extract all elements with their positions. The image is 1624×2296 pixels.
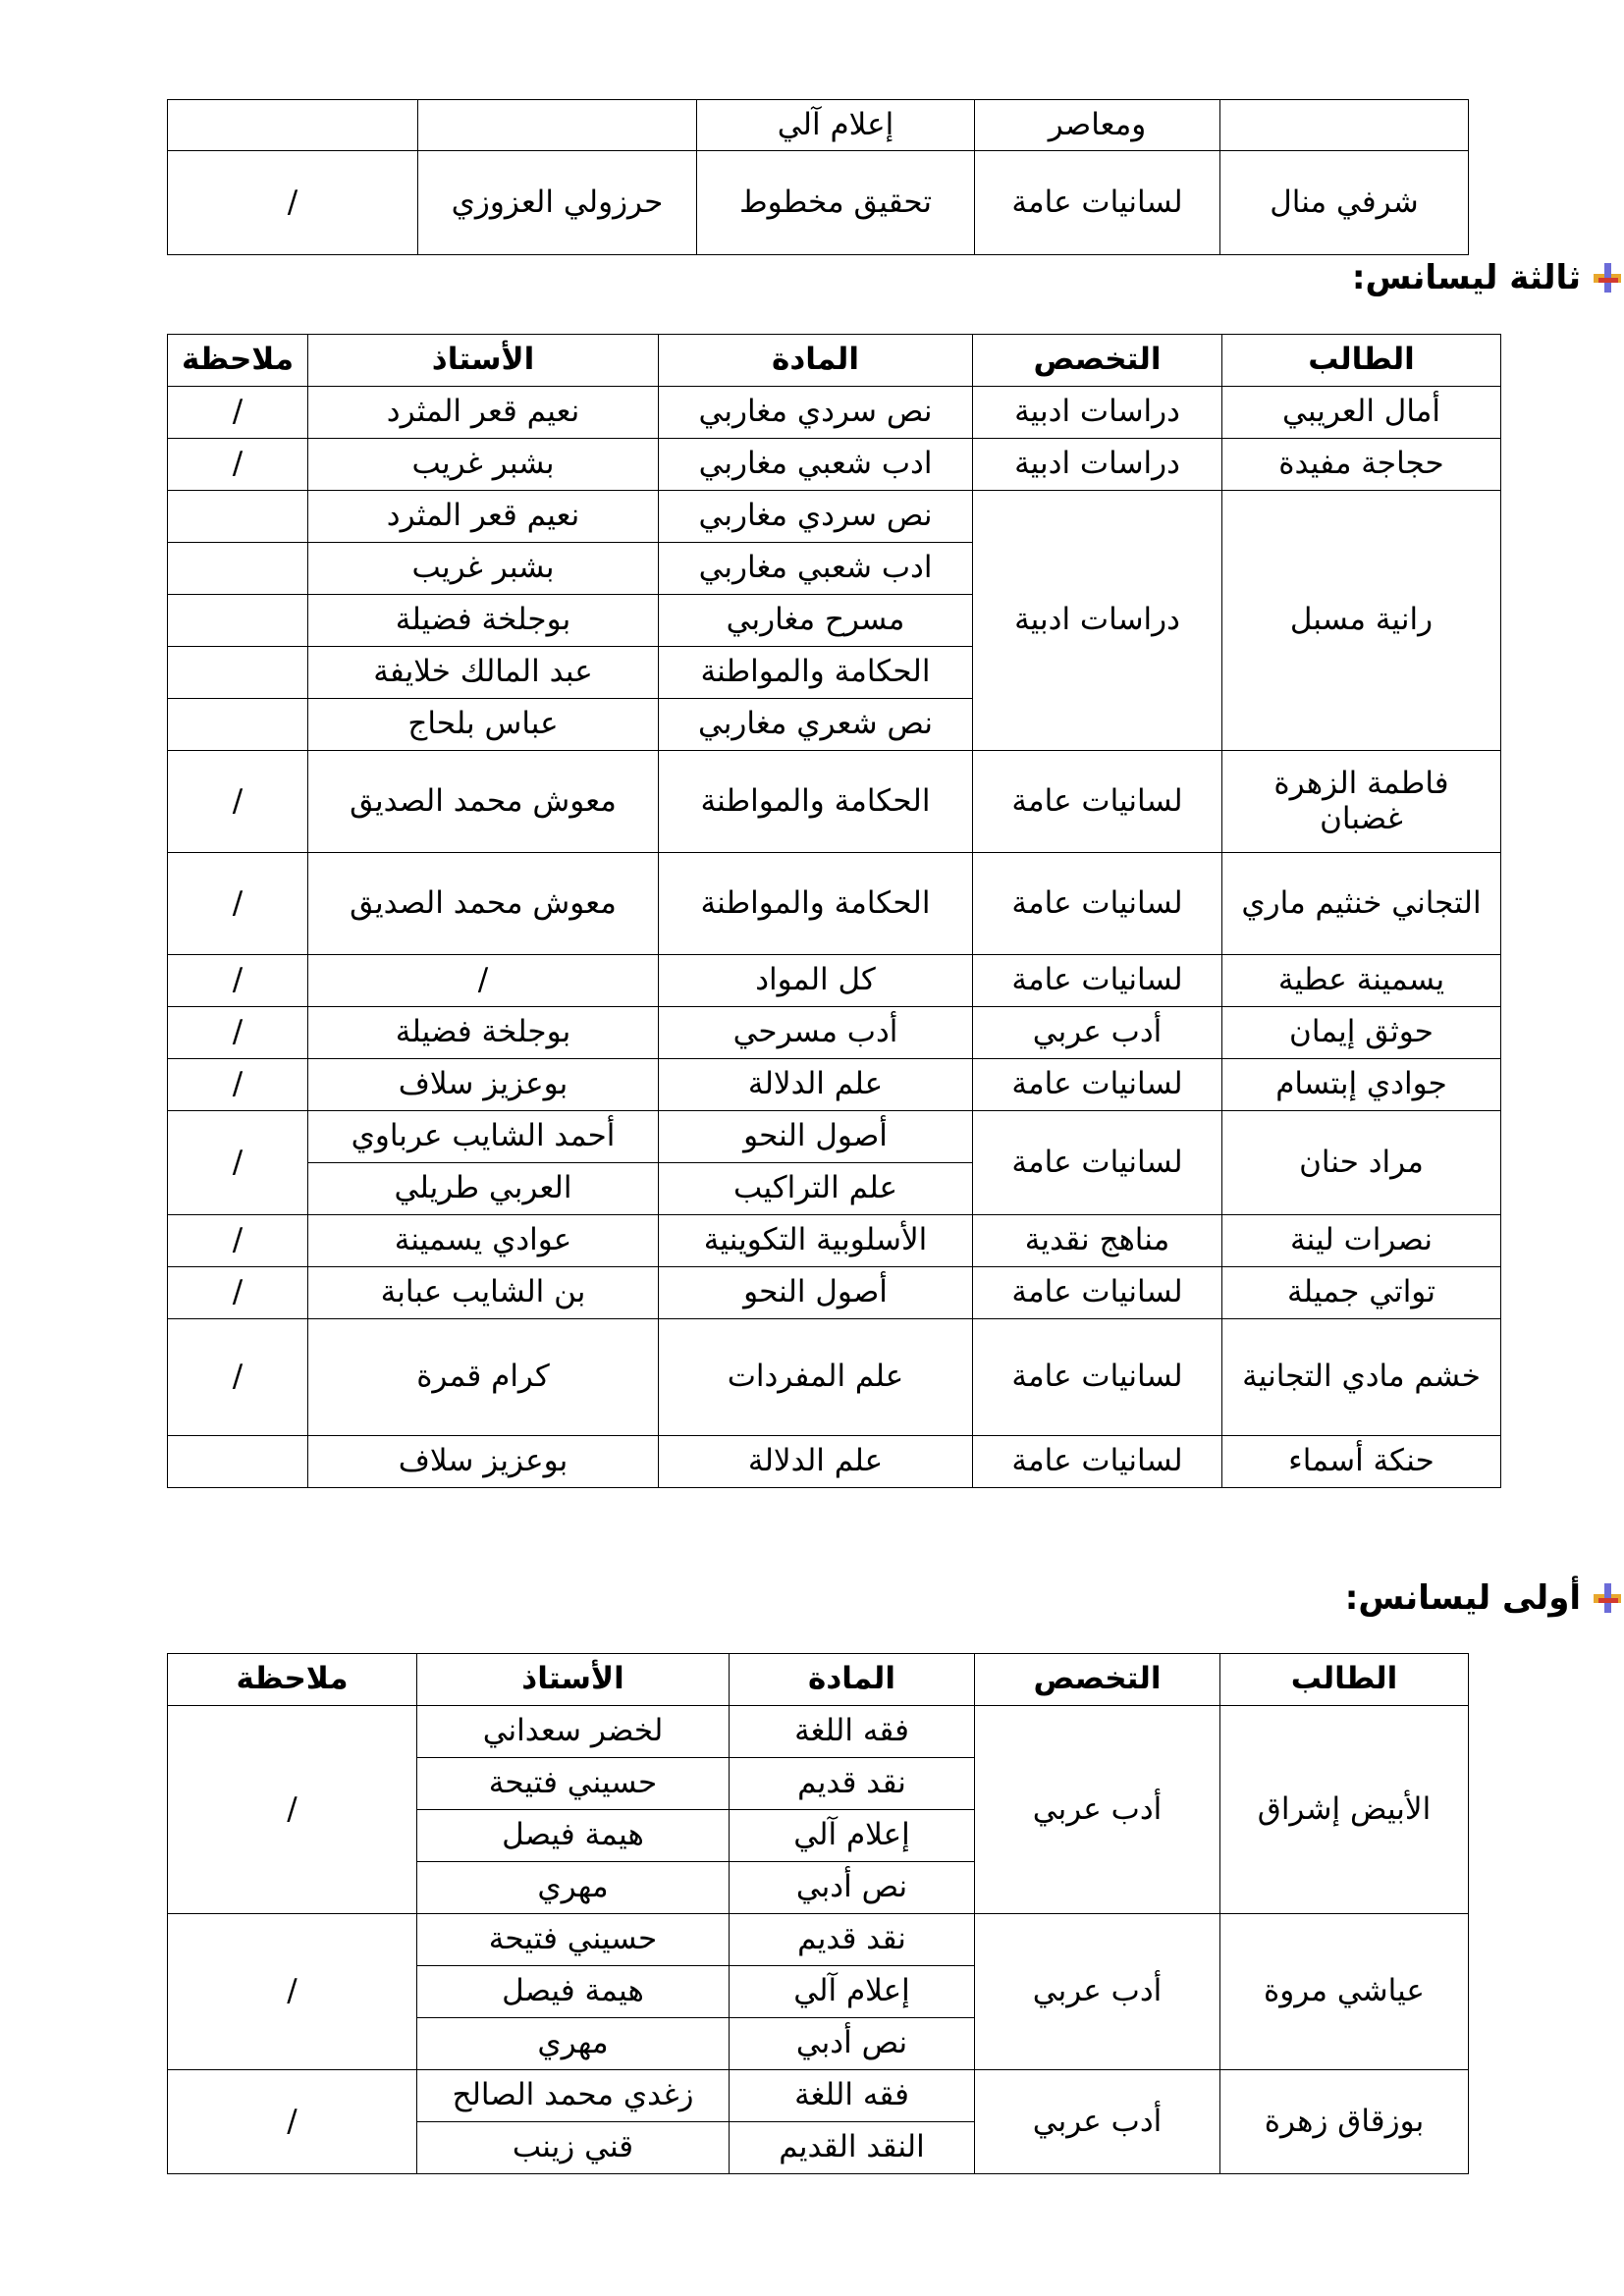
header-professor: الأستاذ — [417, 1654, 730, 1706]
note-cell — [168, 1436, 308, 1488]
table-row — [168, 751, 1501, 853]
student-cell: حجاجة مفيدة — [1222, 439, 1501, 491]
note-cell: / — [168, 1111, 308, 1215]
note-cell — [168, 647, 308, 699]
professor-cell: حسيني فتيحة — [417, 1914, 730, 1966]
note-cell — [168, 543, 308, 595]
header-specialty: التخصص — [975, 1654, 1220, 1706]
note-cell: / — [168, 1914, 417, 2070]
professor-cell: قني زينب — [417, 2122, 730, 2174]
student-cell: يسمينة عطية — [1222, 955, 1501, 1007]
student-cell: فاطمة الزهرة غضبان — [1222, 751, 1501, 853]
header-student: الطالب — [1222, 335, 1501, 387]
subject-cell: نص شعري مغاربي — [659, 699, 973, 751]
section-heading-third-year — [228, 253, 1624, 302]
flag-icon — [1591, 1581, 1624, 1615]
specialty-cell: لسانيات عامة — [973, 1059, 1222, 1111]
professor-cell: بوعزيز سلاف — [308, 1436, 659, 1488]
note-cell: / — [168, 1059, 308, 1111]
header-specialty: التخصص — [973, 335, 1222, 387]
specialty-cell: لسانيات عامة — [975, 151, 1220, 255]
professor-cell: كرام قمرة — [308, 1319, 659, 1436]
professor-cell — [418, 100, 697, 151]
note-cell: / — [168, 1215, 308, 1267]
professor-cell: حرزولي العزوزي — [418, 151, 697, 255]
section-title: ثالثة ليسانس: — [1351, 258, 1581, 297]
specialty-cell: دراسات ادبية — [973, 387, 1222, 439]
header-subject: المادة — [730, 1654, 975, 1706]
subject-cell: الحكامة والمواطنة — [659, 647, 973, 699]
subject-cell: نص سردي مغاربي — [659, 387, 973, 439]
student-cell: أمال العريبي — [1222, 387, 1501, 439]
note-cell: / — [168, 151, 418, 255]
header-professor: الأستاذ — [308, 335, 659, 387]
professor-cell: مهري — [417, 2018, 730, 2070]
student-cell: بوزقاق زهرة — [1220, 2070, 1469, 2174]
specialty-cell: أدب عربي — [975, 2070, 1220, 2174]
subject-cell: ادب شعبي مغاربي — [659, 439, 973, 491]
student-cell: خشم مادي التجانية — [1222, 1319, 1501, 1436]
table-row — [168, 1267, 1501, 1319]
continued-table — [167, 99, 1469, 255]
flag-icon — [1591, 261, 1624, 294]
table-row — [168, 853, 1501, 955]
professor-cell: نعيم قعر المثرد — [308, 387, 659, 439]
note-cell: / — [168, 1319, 308, 1436]
table-row — [168, 1436, 1501, 1488]
specialty-cell: لسانيات عامة — [973, 1319, 1222, 1436]
specialty-cell: لسانيات عامة — [973, 955, 1222, 1007]
student-cell: عياشي مروة — [1220, 1914, 1469, 2070]
note-cell — [168, 595, 308, 647]
table-row — [168, 2070, 1469, 2122]
subject-cell: نص أدبي — [730, 1862, 975, 1914]
subject-cell: علم الدلالة — [659, 1059, 973, 1111]
table-row — [168, 955, 1501, 1007]
subject-cell: الحكامة والمواطنة — [659, 751, 973, 853]
professor-cell: هيمة فيصل — [417, 1810, 730, 1862]
professor-cell: نعيم قعر المثرد — [308, 491, 659, 543]
professor-cell: هيمة فيصل — [417, 1966, 730, 2018]
subject-cell: نص أدبي — [730, 2018, 975, 2070]
specialty-cell: أدب عربي — [973, 1007, 1222, 1059]
note-cell: / — [168, 1706, 417, 1914]
professor-cell: بن الشايب عبابة — [308, 1267, 659, 1319]
student-cell: حوثق إيمان — [1222, 1007, 1501, 1059]
table-row — [168, 100, 1469, 151]
subject-cell: تحقيق مخطوط — [697, 151, 975, 255]
note-cell: / — [168, 955, 308, 1007]
specialty-cell: لسانيات عامة — [973, 1436, 1222, 1488]
note-cell: / — [168, 387, 308, 439]
section-title: أولى ليسانس: — [1344, 1578, 1581, 1618]
student-cell: نصرات لينة — [1222, 1215, 1501, 1267]
header-note: ملاحظة — [168, 335, 308, 387]
note-cell — [168, 491, 308, 543]
specialty-cell: أدب عربي — [975, 1914, 1220, 2070]
professor-cell: مهري — [417, 1862, 730, 1914]
specialty-cell: دراسات ادبية — [973, 491, 1222, 751]
third-year-table — [167, 334, 1501, 1488]
student-cell — [1220, 100, 1469, 151]
specialty-cell: ومعاصر — [975, 100, 1220, 151]
table-row — [168, 1007, 1501, 1059]
subject-cell: ادب شعبي مغاربي — [659, 543, 973, 595]
first-year-table — [167, 1653, 1469, 2174]
student-cell: مراد حنان — [1222, 1111, 1501, 1215]
professor-cell: بشبر غريب — [308, 439, 659, 491]
note-cell: / — [168, 751, 308, 853]
subject-cell: علم الدلالة — [659, 1436, 973, 1488]
professor-cell: لخضر سعداني — [417, 1706, 730, 1758]
subject-cell: الأسلوبية التكوينية — [659, 1215, 973, 1267]
table-row — [168, 151, 1469, 255]
note-cell: / — [168, 439, 308, 491]
subject-cell: نقد قديم — [730, 1914, 975, 1966]
subject-cell: أصول النحو — [659, 1267, 973, 1319]
header-row — [168, 335, 1501, 387]
specialty-cell: لسانيات عامة — [973, 853, 1222, 955]
note-cell — [168, 100, 418, 151]
subject-cell: فقه اللغة — [730, 2070, 975, 2122]
header-note: ملاحظة — [168, 1654, 417, 1706]
specialty-cell: لسانيات عامة — [973, 1111, 1222, 1215]
subject-cell: إعلام آلي — [730, 1966, 975, 2018]
specialty-cell: دراسات ادبية — [973, 439, 1222, 491]
professor-cell: بوجلخة فضيلة — [308, 595, 659, 647]
subject-cell: فقه اللغة — [730, 1706, 975, 1758]
professor-cell: بوعزيز سلاف — [308, 1059, 659, 1111]
subject-cell: أدب مسرحي — [659, 1007, 973, 1059]
professor-cell: معوش محمد الصديق — [308, 751, 659, 853]
professor-cell: حسيني فتيحة — [417, 1758, 730, 1810]
subject-cell: علم المفردات — [659, 1319, 973, 1436]
note-cell — [168, 699, 308, 751]
header-row — [168, 1654, 1469, 1706]
specialty-cell: لسانيات عامة — [973, 1267, 1222, 1319]
subject-cell: النقد القديم — [730, 2122, 975, 2174]
student-cell: الأبيض إشراق — [1220, 1706, 1469, 1914]
table-row — [168, 439, 1501, 491]
note-cell: / — [168, 1267, 308, 1319]
student-cell: جوادي إبتسام — [1222, 1059, 1501, 1111]
table-row — [168, 1059, 1501, 1111]
subject-cell: إعلام آلي — [697, 100, 975, 151]
specialty-cell: لسانيات عامة — [973, 751, 1222, 853]
professor-cell: عوادي يسمينة — [308, 1215, 659, 1267]
professor-cell: عباس بلحاج — [308, 699, 659, 751]
professor-cell: العربي طريلي — [308, 1163, 659, 1215]
professor-cell: زغدي محمد الصالح — [417, 2070, 730, 2122]
table-row — [168, 387, 1501, 439]
subject-cell: نص سردي مغاربي — [659, 491, 973, 543]
table-row — [168, 1319, 1501, 1436]
header-student: الطالب — [1220, 1654, 1469, 1706]
student-cell: حنكة أسماء — [1222, 1436, 1501, 1488]
subject-cell: الحكامة والمواطنة — [659, 853, 973, 955]
table-row — [168, 1706, 1469, 1758]
table-row — [168, 491, 1501, 543]
specialty-cell: مناهج نقدية — [973, 1215, 1222, 1267]
professor-cell: أحمد الشايب عرباوي — [308, 1111, 659, 1163]
student-cell: رانية مسبل — [1222, 491, 1501, 751]
table-row — [168, 1111, 1501, 1163]
specialty-cell: أدب عربي — [975, 1706, 1220, 1914]
professor-cell: عبد المالك خلايفة — [308, 647, 659, 699]
student-cell: تواتي جميلة — [1222, 1267, 1501, 1319]
professor-cell: بوجلخة فضيلة — [308, 1007, 659, 1059]
professor-cell: بشبر غريب — [308, 543, 659, 595]
subject-cell: أصول النحو — [659, 1111, 973, 1163]
student-cell: التجاني خنثيم ماري — [1222, 853, 1501, 955]
note-cell: / — [168, 853, 308, 955]
subject-cell: نقد قديم — [730, 1758, 975, 1810]
student-cell: شرفي منال — [1220, 151, 1469, 255]
header-subject: المادة — [659, 335, 973, 387]
note-cell: / — [168, 1007, 308, 1059]
professor-cell: معوش محمد الصديق — [308, 853, 659, 955]
subject-cell: مسرح مغاربي — [659, 595, 973, 647]
subject-cell: إعلام آلي — [730, 1810, 975, 1862]
table-row — [168, 1215, 1501, 1267]
subject-cell: علم التراكيب — [659, 1163, 973, 1215]
section-heading-first-year — [228, 1574, 1624, 1623]
table-row — [168, 1914, 1469, 1966]
subject-cell: كل المواد — [659, 955, 973, 1007]
professor-cell: / — [308, 955, 659, 1007]
note-cell: / — [168, 2070, 417, 2174]
